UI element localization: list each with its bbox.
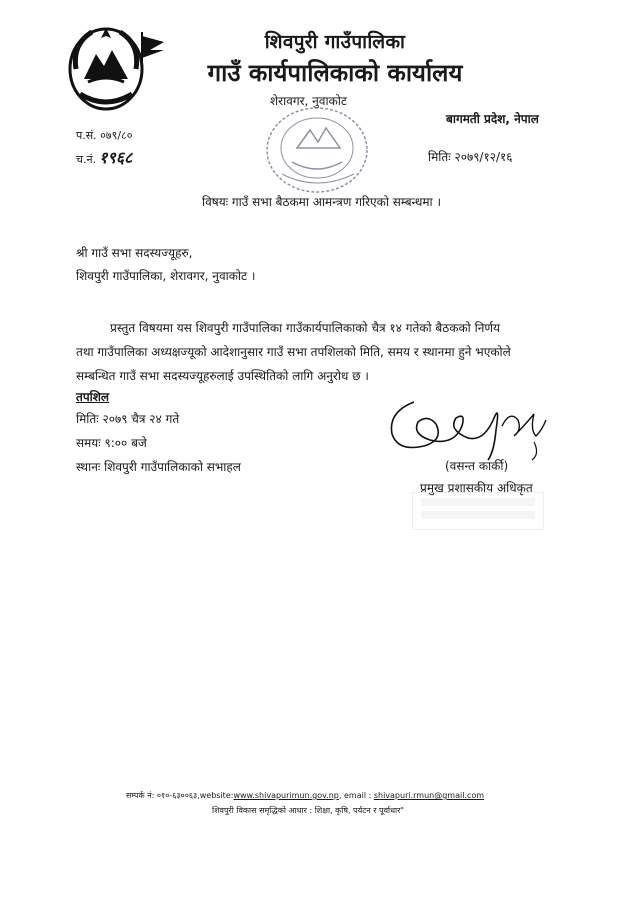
body-line: तथा गाउँपालिका अध्यक्षज्यूको आदेशानुसार गाउँ सभा तपशिलको मिति, समय र स्थानमा हुने भएकोले — [76, 345, 511, 359]
office-seal-stamp — [262, 104, 372, 196]
footer-slogan: शिवपुरी विकास समृद्धिको आधार : शिक्षा, कृषि, पर्यटन र पूर्वाधार" — [212, 806, 405, 815]
municipality-name: शिवपुरी गाउँपालिका — [264, 31, 406, 53]
meeting-venue: स्थानः शिवपुरी गाउँपालिकाको सभाहल — [76, 460, 241, 474]
footer-email-prefix: , email : — [338, 791, 374, 800]
dispatch-label: च.नं. — [76, 153, 97, 166]
dispatch-ref — [76, 146, 132, 168]
recipient-line-2: शिवपुरी गाउँपालिका, शेरावगर, नुवाकोट । — [76, 269, 256, 283]
letter-date: मितिः २०७९/१२/१६ — [428, 150, 513, 164]
signatory-name: (वसन्त कार्की) — [445, 459, 509, 473]
nepal-emblem-logo — [66, 24, 176, 114]
meeting-date: मितिः २०७९ चैत्र २४ गते — [76, 412, 180, 426]
body-line: प्रस्तुत विषयमा यस शिवपुरी गाउँपालिका गाउँकार्यपालिकाको चैत्र १४ गतेको बैठकको निर्णय — [110, 321, 501, 335]
province-label: बागमती प्रदेश, नेपाल — [446, 112, 539, 126]
signatory-title: प्रमुख प्रशासकीय अधिकृत — [420, 481, 533, 495]
office-name: गाउँ कार्यपालिकाको कार्यालय — [207, 59, 463, 87]
letter-body — [76, 316, 556, 388]
footer-contact-prefix: सम्पर्क नं: ०१०-६३००६३,website: — [126, 791, 234, 800]
faint-designation-stamp — [412, 492, 544, 530]
dispatch-number: १९६८ — [99, 148, 133, 167]
footer-contact — [126, 790, 484, 801]
letter-subject: विषयः गाउँ सभा बैठकमा आमन्त्रण गरिएको सम्बन्धमा । — [202, 195, 441, 209]
office-address: शेरावगर, नुवाकोट — [270, 94, 347, 108]
fiscal-year-ref: प.सं. ०७९/८० — [76, 129, 133, 142]
recipient-line-1: श्री गाउँ सभा सदस्यज्यूहरु, — [76, 246, 193, 260]
email-link[interactable]: shivapuri.rmun@gmail.com — [373, 791, 485, 800]
details-title: तपशिल — [76, 390, 110, 404]
website-link[interactable]: www.shivapurimun.gov.np — [233, 791, 339, 800]
meeting-time: समयः ९:०० बजे — [76, 436, 147, 450]
body-line: सम्बन्धित गाउँ सभा सदस्यज्यूहरुलाई उपस्थितिको लागि अनुरोध छ । — [76, 369, 369, 383]
office-header — [170, 28, 500, 89]
